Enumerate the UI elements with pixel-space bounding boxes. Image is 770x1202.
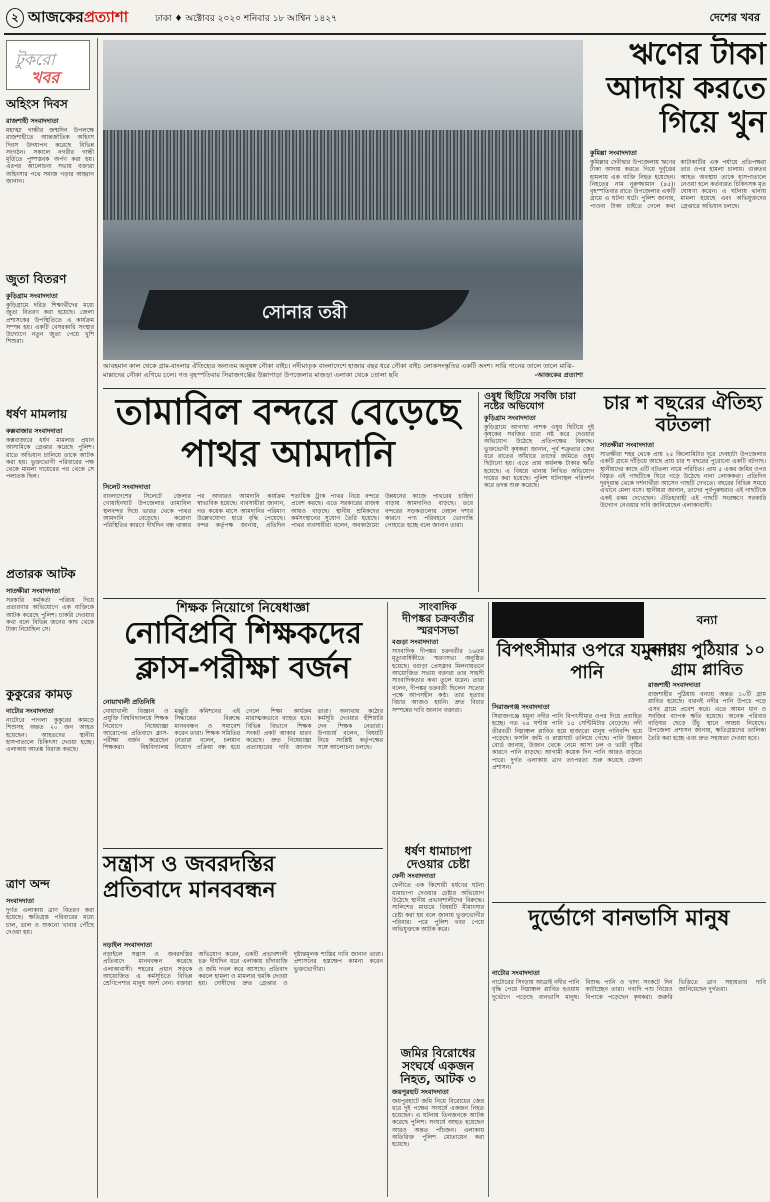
brief-byline: কুড়িগ্রাম সংবাদদাতা [6,292,58,300]
tamabil-headline-box [103,392,473,475]
rape-story [392,845,484,1045]
jamuna-byline: সিরাজগঞ্জ সংবাদদাতা [492,703,550,711]
pothia-story [648,640,766,898]
rape-headline: ধর্ষণ ধামাচাপা দেওয়ার চেষ্টা [404,844,472,872]
boat-name: সোনার তরী [261,302,347,323]
protest-headline: সন্ত্রাস ও জবরদস্তির প্রতিবাদে মানববন্ধন [103,852,276,903]
boat-race-photo [103,40,583,360]
brief-byline: রাজশাহী সংবাদদাতা [6,117,59,125]
nobipobi-headline: নোবিপ্রবি শিক্ষকদের ক্লাস-পরীক্ষা বর্জন [123,616,363,687]
brief-body: কক্সবাজারে ধর্ষণ মামলার প্রধান আসামিকে গ্রেপ্তার করেছে পুলিশ। রাতে অভিযান চালিয়ে তাকে আটক করা হয়। ভুক্তভোগী পরিবারের পক্ষ থেকে মামলা দায়েরের পর থেকে সে পলাতক ছিল। [6,437,94,481]
flood-banner [492,602,644,638]
banyan-story [600,392,766,592]
tamabil-headline: তামাবিল বন্দরে বেড়েছে পাথর আমদানি [115,392,461,475]
vegetable-story [484,392,594,592]
brief-title: ধর্ষণ মামলায় [6,407,68,421]
flood-people-headline-box [492,906,766,966]
dipankar-body: সাংবাদিক দীপঙ্কর চক্রবর্তীর ১৬তম মৃত্যুবার্ষিকীতে স্মরণসভা অনুষ্ঠিত হয়েছে। বগুড়া প্রেসক্লাব মিলনায়তনে আয়োজিত সভায় বক্তারা তার সাহসী সাংবাদিকতার কথা তুলে ধরেন। তারা বলেন, দীপঙ্কর চক্রবর্তী ছিলেন সত্যের পক্ষে আপসহীন কণ্ঠ। তার হত্যার বিচার আজও হয়নি। দ্রুত বিচার সম্পন্নের দাবি জানান বক্তারা। [392,648,484,714]
brief-byline: সংবাদদাতা [6,897,35,905]
pothia-headline: বন্যায় পুঠিয়ার ১০ গ্রাম প্লাবিত [649,640,765,679]
brief-title: কুকুরের কামড় [6,687,73,701]
masthead-part-a: আজকের [28,8,84,26]
rape-body: ফেনীতে এক কিশোরী ধর্ষণের ঘটনা ধামাচাপা দেওয়ার চেষ্টার অভিযোগ উঠেছে স্থানীয় প্রভাবশালীদের বিরুদ্ধে। সালিশের মাধ্যমে বিষয়টি মীমাংসার চেষ্টা করা হয় বলে জানায় ভুক্তভোগীর পরিবার। পরে পুলিশ খবর পেয়ে অভিযুক্তকে আটক করে। [392,882,484,934]
murder-headline-box [590,38,766,146]
brief-byline: সাতক্ষীরা সংবাদদাতা [6,587,60,595]
dipankar-story [392,602,484,842]
tamabil-byline: সিলেট সংবাদদাতা [103,483,151,491]
protest-story [103,940,383,1195]
rule-1 [103,388,766,389]
photo-credit: -আজকের প্রত্যাশা [534,370,583,379]
flood-tag: বন্যা [696,613,718,627]
header-rule [4,33,766,35]
brief-title: জুতা বিতরণ [6,272,67,286]
sidebar-divider [97,38,98,1198]
rape-byline: ফেনী সংবাদদাতা [392,872,436,881]
jamuna-headline: বিপৎসীমার ওপরে যমুনার পানি [496,640,678,683]
flood-people-body: নাটোরের সিংড়ায় আত্রাই নদীর পানি বৃদ্ধি পেয়ে নিম্নাঞ্চল প্লাবিত হওয়ায় দুর্ভোগে পড়েছে বানভাসি মানুষ। বিশুদ্ধ পানি ও খাদ্য সংকটে দিন কাটাচ্ছেন তারা। গবাদি পশু নিয়েও বিপাকে পড়েছেন কৃষকরা। জরুরি ভিত্তিতে ত্রাণ সহায়তার দাবি জানিয়েছেন দুর্গতরা। [492,979,766,1001]
page-header [0,0,770,34]
photo-caption [103,362,583,384]
boat-shape [137,290,470,330]
nobipobi-headline-box [103,602,383,694]
brief-item [6,96,94,271]
dipankar-headline: দীপঙ্কর চক্রবর্তীর স্মরণসভা [402,612,474,638]
flood-tag-label-box [648,602,766,638]
brief-body: সরকারি কর্মকর্তা পরিচয় দিয়ে প্রতারণার অভিযোগে এক ব্যক্তিকে আটক করেছে পুলিশ। চাকরি দেওয়ার কথা বলে বিভিন্ন জনের কাছ থেকে টাকা নিয়েছিল সে। [6,597,94,634]
nobipobi-kicker: শিক্ষক নিয়োগে নিষেধাজ্ঞা [176,601,310,616]
brief-byline: কক্সবাজার সংবাদদাতা [6,427,63,435]
brief-body: কুড়িগ্রামে দরিদ্র শিক্ষার্থীদের মধ্যে জুতা বিতরণ করা হয়েছে। জেলা প্রশাসকের উপস্থিতিতে এ কার্যক্রম সম্পন্ন হয়। একটি বেসরকারি সংস্থার উদ্যোগে নতুন জুতা পেয়ে খুশি শিশুরা। [6,302,94,346]
murder-story [590,148,766,386]
land-body: জয়পুরহাটে জমি নিয়ে বিরোধের জের ধরে দুই পক্ষের সংঘর্ষে একজন নিহত হয়েছেন। এ ঘটনায় তিনজনকে আটক করেছে পুলিশ। সংঘর্ষে আহত হয়েছেন আরও অন্তত পাঁচজন। এলাকায় অতিরিক্ত পুলিশ মোতায়েন করা হয়েছে। [392,1097,484,1149]
protest-byline: নড়াইল সংবাদদাতা [103,941,152,949]
brief-item [6,876,94,1076]
brief-item [6,566,94,686]
murder-headline: ঋণের টাকা আদায় করতে গিয়ে খুন [606,37,766,140]
flood-tag-box [492,602,644,638]
flood-people-headline: দুর্ভোগে বানভাসি মানুষ [528,906,730,931]
rule-3 [103,848,383,849]
vegetable-byline: কুড়িগ্রাম সংবাদদাতা [484,413,536,422]
rule-v-3 [488,602,489,1197]
caption-text: আবহমান কাল থেকে গ্রাম-বাংলার ঐতিহ্যের অন্যতম অনুষঙ্গ নৌকা বাইচ। নদীমাতৃক বাংলাদেশে হাজার বছর ধরে নৌকা বাইচ লোকসংস্কৃতির একটি অংশ। সারি গানের তালে তালে মাঝি-মাল্লাদের নৌকা এগিয়ে চলে। গত বৃহস্পতিবার সিরাজগঞ্জের উল্লাপাড়া উপজেলার মাজড়া এলাকা থেকে তোলা ছবি [103,362,575,379]
brief-item [6,406,94,566]
brief-byline: নাটোর সংবাদদাতা [6,707,54,715]
flood-people-story [492,968,766,1197]
land-byline: জয়পুরহাট সংবাদদাতা [392,1087,449,1096]
pothia-byline: রাজশাহী সংবাদদাতা [648,681,701,689]
brief-item [6,271,94,406]
brief-body: নাটোরে পাগলা কুকুরের কামড়ে শিশুসহ অন্তত ২০ জন আহত হয়েছেন। আহতদের স্থানীয় হাসপাতালে চিকিৎসা দেওয়া হচ্ছে। এলাকায় আতঙ্ক বিরাজ করছে। [6,717,94,754]
vegetable-kicker: ওষুধ ছিটিয়ে সবজি চারা নষ্টের অভিযোগ [484,391,576,413]
brief-title: অহিংস দিবস [6,97,68,111]
masthead-part-b: প্রত্যাশা [83,8,129,26]
rule-v-2 [387,602,388,1197]
sidebar-logo-b: খবর [31,68,60,87]
land-headline: জমির বিরোধের সংঘর্ষে একজন নিহত, আটক ৩ [400,1046,476,1087]
rule-4 [492,902,766,903]
banyan-body: সাতক্ষীরা শহর থেকে প্রায় ২৫ কিলোমিটার দূরে দেবহাটা উপজেলার একটি গ্রামে দাঁড়িয়ে আছে প্রায় চার শ বছরের পুরোনো একটি বটগাছ। স্থানীয়দের কাছে এটি বটতলা নামে পরিচিত। প্রায় ৫ একর জমির ওপর বিস্তৃত এই গাছটিকে ঘিরে গড়ে উঠেছে নানা লোককথা। প্রতিদিন দূরদূরান্ত থেকে দর্শনার্থীরা আসেন গাছটি দেখতে। বছরের বিভিন্ন সময়ে এখানে মেলা বসে। স্থানীয়রা জানান, তাদের পূর্বপুরুষরাও এই গাছটিকে একই রকম দেখেছেন। ঐতিহ্যবাহী এই গাছটি সংরক্ষণে সরকারি উদ্যোগ নেওয়ার দাবি জানিয়েছেন এলাকাবাসী। [600,451,766,510]
rule-v-1 [478,392,479,592]
protest-headline-box [103,852,283,932]
page-number: ২ [6,8,24,28]
sidebar-logo [6,40,90,90]
murder-byline: কুমিল্লা সংবাদদাতা [590,149,637,157]
brief-title: প্রতারক আটক [6,567,76,581]
jamuna-story [492,702,642,902]
jamuna-body: সিরাজগঞ্জে যমুনা নদীর পানি বিপৎসীমার ওপর দিয়ে প্রবাহিত হচ্ছে। গত ২৪ ঘণ্টায় পানি ১৫ সেন্টিমিটার বেড়েছে। নদী তীরবর্তী নিম্নাঞ্চল প্লাবিত হয়ে হাজারো মানুষ পানিবন্দি হয়ে পড়েছে। ফসলি জমি ও রাস্তাঘাট তলিয়ে গেছে। পানি উন্নয়ন বোর্ড জানায়, উজান থেকে নেমে আসা ঢল ও ভারী বৃষ্টির কারণে পানি বাড়ছে। আগামী কয়েক দিন পানি আরও বাড়তে পারে। দুর্গত এলাকায় ত্রাণ তৎপরতা শুরু করেছে জেলা প্রশাসন। [492,713,642,772]
murder-body: কুমিল্লার দেবীদ্বার উপজেলায় ঋণের টাকা আদায় করতে গিয়ে দুর্বৃত্তের হামলায় এক ব্যক্তি নিহত হয়েছেন। নিহতের নাম নুরুজ্জামান (৪৫)। বৃহস্পতিবার রাতে উপজেলার একটি গ্রামে এ ঘটনা ঘটে। পুলিশ জানায়, পাওনা টাকা চাইতে গেলে কথা কাটাকাটির এক পর্যায়ে প্রতিপক্ষরা তার ওপর হামলা চালায়। গুরুতর আহত অবস্থায় তাকে হাসপাতালে নেওয়া হলে কর্তব্যরত চিকিৎসক মৃত ঘোষণা করেন। এ ঘটনায় থানায় মামলা হয়েছে এবং অভিযুক্তদের গ্রেপ্তারে অভিযান চলছে। [590,159,766,210]
rule-2 [103,598,766,599]
vegetable-body: কুড়িগ্রামে আগাছা নাশক ওষুধ ছিটিয়ে দুই কৃষকের সবজির চারা নষ্ট করে দেওয়ার অভিযোগ উঠেছে প্রতিপক্ষের বিরুদ্ধে। ভুক্তভোগী কৃষকরা জানান, পূর্ব শত্রুতার জের ধরে রাতের আঁধারে তাদের জমিতে ওষুধ ছিটানো হয়। এতে প্রায় অর্ধলক্ষ টাকার ক্ষতি হয়েছে। এ বিষয়ে থানায় লিখিত অভিযোগ দায়ের করা হয়েছে। পুলিশ ঘটনাস্থল পরিদর্শন করে তদন্ত শুরু করেছে। [484,423,594,490]
tamabil-story [103,482,473,592]
land-story [392,1047,484,1197]
brief-body: মহাত্মা গান্ধীর জন্মদিন উপলক্ষে রাজশাহীতে আন্তর্জাতিক অহিংস দিবস উদযাপন করেছে বিভিন্ন সংগঠন। সকালে নগরীর গান্ধী মূর্তিতে পুষ্পস্তবক অর্পণ করা হয়। এরপর আলোচনা সভায় বক্তারা অহিংসার পথে সমাজ গড়ার আহ্বান জানান। [6,127,94,186]
sidebar-briefs [6,96,94,1196]
nobipobi-byline: নোয়াখালী প্রতিনিধি [103,698,156,706]
banyan-byline: সাতক্ষীরা সংবাদদাতা [600,441,654,449]
dateline: ঢাকা ♦ অক্টোবর ২০২০ শনিবার ১৮ আশ্বিন ১৪২৭ [155,14,338,24]
nobipobi-story [103,697,383,845]
crowd-shape [103,130,583,220]
flood-people-byline: নাটোর সংবাদদাতা [492,969,540,977]
pothia-body: রাজশাহীর পুঠিয়ায় বন্যায় অন্তত ১০টি গ্রাম প্লাবিত হয়েছে। বারনই নদীর পানি উপচে পড়ে এসব গ্রামে প্রবেশ করে। এতে আমন ধান ও সবজির ব্যাপক ক্ষতি হয়েছে। অনেক পরিবার বাড়িঘর ছেড়ে উঁচু স্থানে আশ্রয় নিয়েছে। উপজেলা প্রশাসন জানায়, ক্ষতিগ্রস্তদের তালিকা তৈরি করা হচ্ছে এবং দ্রুত সহায়তা দেওয়া হবে। [648,691,766,742]
masthead [28,6,128,31]
section-title: দেশের খবর [709,11,760,24]
nobipobi-body: নোয়াখালী বিজ্ঞান ও প্রযুক্তি বিশ্ববিদ্যালয়ে শিক্ষক নিয়োগে নিষেধাজ্ঞা আরোপের প্রতিবাদে ক্লাস-পরীক্ষা বর্জন করেছেন শিক্ষকরা। বিশ্ববিদ্যালয় মঞ্জুরি কমিশনের এই সিদ্ধান্তের বিরুদ্ধে মানববন্ধন ও সমাবেশ করেন তারা। শিক্ষক সমিতির নেতারা বলেন, চলমান নিয়োগ প্রক্রিয়া বন্ধ হয়ে গেলে শিক্ষা কার্যক্রম মারাত্মকভাবে ব্যাহত হবে। বিভিন্ন বিভাগে শিক্ষক সংকট প্রকট আকার ধারণ করেছে। দ্রুত নিষেধাজ্ঞা প্রত্যাহারের দাবি জানান তারা। অন্যথায় কঠোর কর্মসূচি দেওয়ার হুঁশিয়ারি দেন শিক্ষক নেতারা। উপাচার্য বলেন, বিষয়টি নিয়ে সংশ্লিষ্ট কর্তৃপক্ষের সঙ্গে আলোচনা চলছে। [103,708,383,752]
brief-title: ত্রাণ অন্দ [6,877,50,891]
protest-body: নড়াইলে সন্ত্রাস ও জবরদস্তির প্রতিবাদে মানববন্ধন করেছে এলাকাবাসী। শহরের প্রধান সড়কে আয়োজিত এ কর্মসূচিতে বিভিন্ন শ্রেণিপেশার মানুষ অংশ নেন। বক্তারা অভিযোগ করেন, একটি প্রভাবশালী চক্র দীর্ঘদিন ধরে এলাকায় চাঁদাবাজি ও জমি দখল করে আসছে। প্রতিবাদ করলে হামলা ও মামলার হুমকি দেওয়া হয়। দোষীদের দ্রুত গ্রেপ্তার ও দৃষ্টান্তমূলক শাস্তির দাবি জানান তারা। প্রশাসনের হস্তক্ষেপ কামনা করেন ভুক্তভোগীরা। [103,951,383,988]
dipankar-byline: বগুড়া সংবাদদাতা [392,638,439,647]
sidebar-logo-a: টুকরো [15,50,55,69]
tamabil-body: বাংলাদেশের সিলেটে জেলার গোয়াইনঘাট উপজেলার তামাবিল স্থলবন্দর দিয়ে ভারত থেকে পাথর আমদানি বেড়েছে। করোনা পরিস্থিতির কারণে দীর্ঘদিন বন্ধ থাকার পর আবারও আমদানি কার্যক্রম স্বাভাবিক হয়েছে। ব্যবসায়ীরা জানান, গত কয়েক মাসে আমদানির পরিমাণ উল্লেখযোগ্য হারে বৃদ্ধি পেয়েছে। বন্দর কর্তৃপক্ষ জানায়, প্রতিদিন শতাধিক ট্রাক পাথর নিয়ে বন্দরে প্রবেশ করছে। এতে সরকারের রাজস্ব আয়ও বাড়ছে। স্থানীয় শ্রমিকদের কর্মসংস্থানের সুযোগ তৈরি হয়েছে। পাথর ব্যবসায়ীরা বলেন, অবকাঠামো উন্নয়নের কাজে পাথরের চাহিদা বাড়ায় আমদানিও বাড়ছে। তবে বন্দরের সড়কগুলোর বেহাল দশার কারণে পণ্য পরিবহনে ভোগান্তি পোহাতে হচ্ছে বলে জানান তারা। [103,493,473,530]
brief-item [6,686,94,876]
brief-body: দুর্গত এলাকায় ত্রাণ বিতরণ করা হয়েছে। ক্ষতিগ্রস্ত পরিবারের মধ্যে চাল, ডাল ও শুকনো খাবার পৌঁছে দেওয়া হয়। [6,907,94,936]
dipankar-kicker: সাংবাদিক [419,602,457,613]
banyan-headline: চার শ বছরের ঐতিহ্য বটতলা [603,392,763,436]
